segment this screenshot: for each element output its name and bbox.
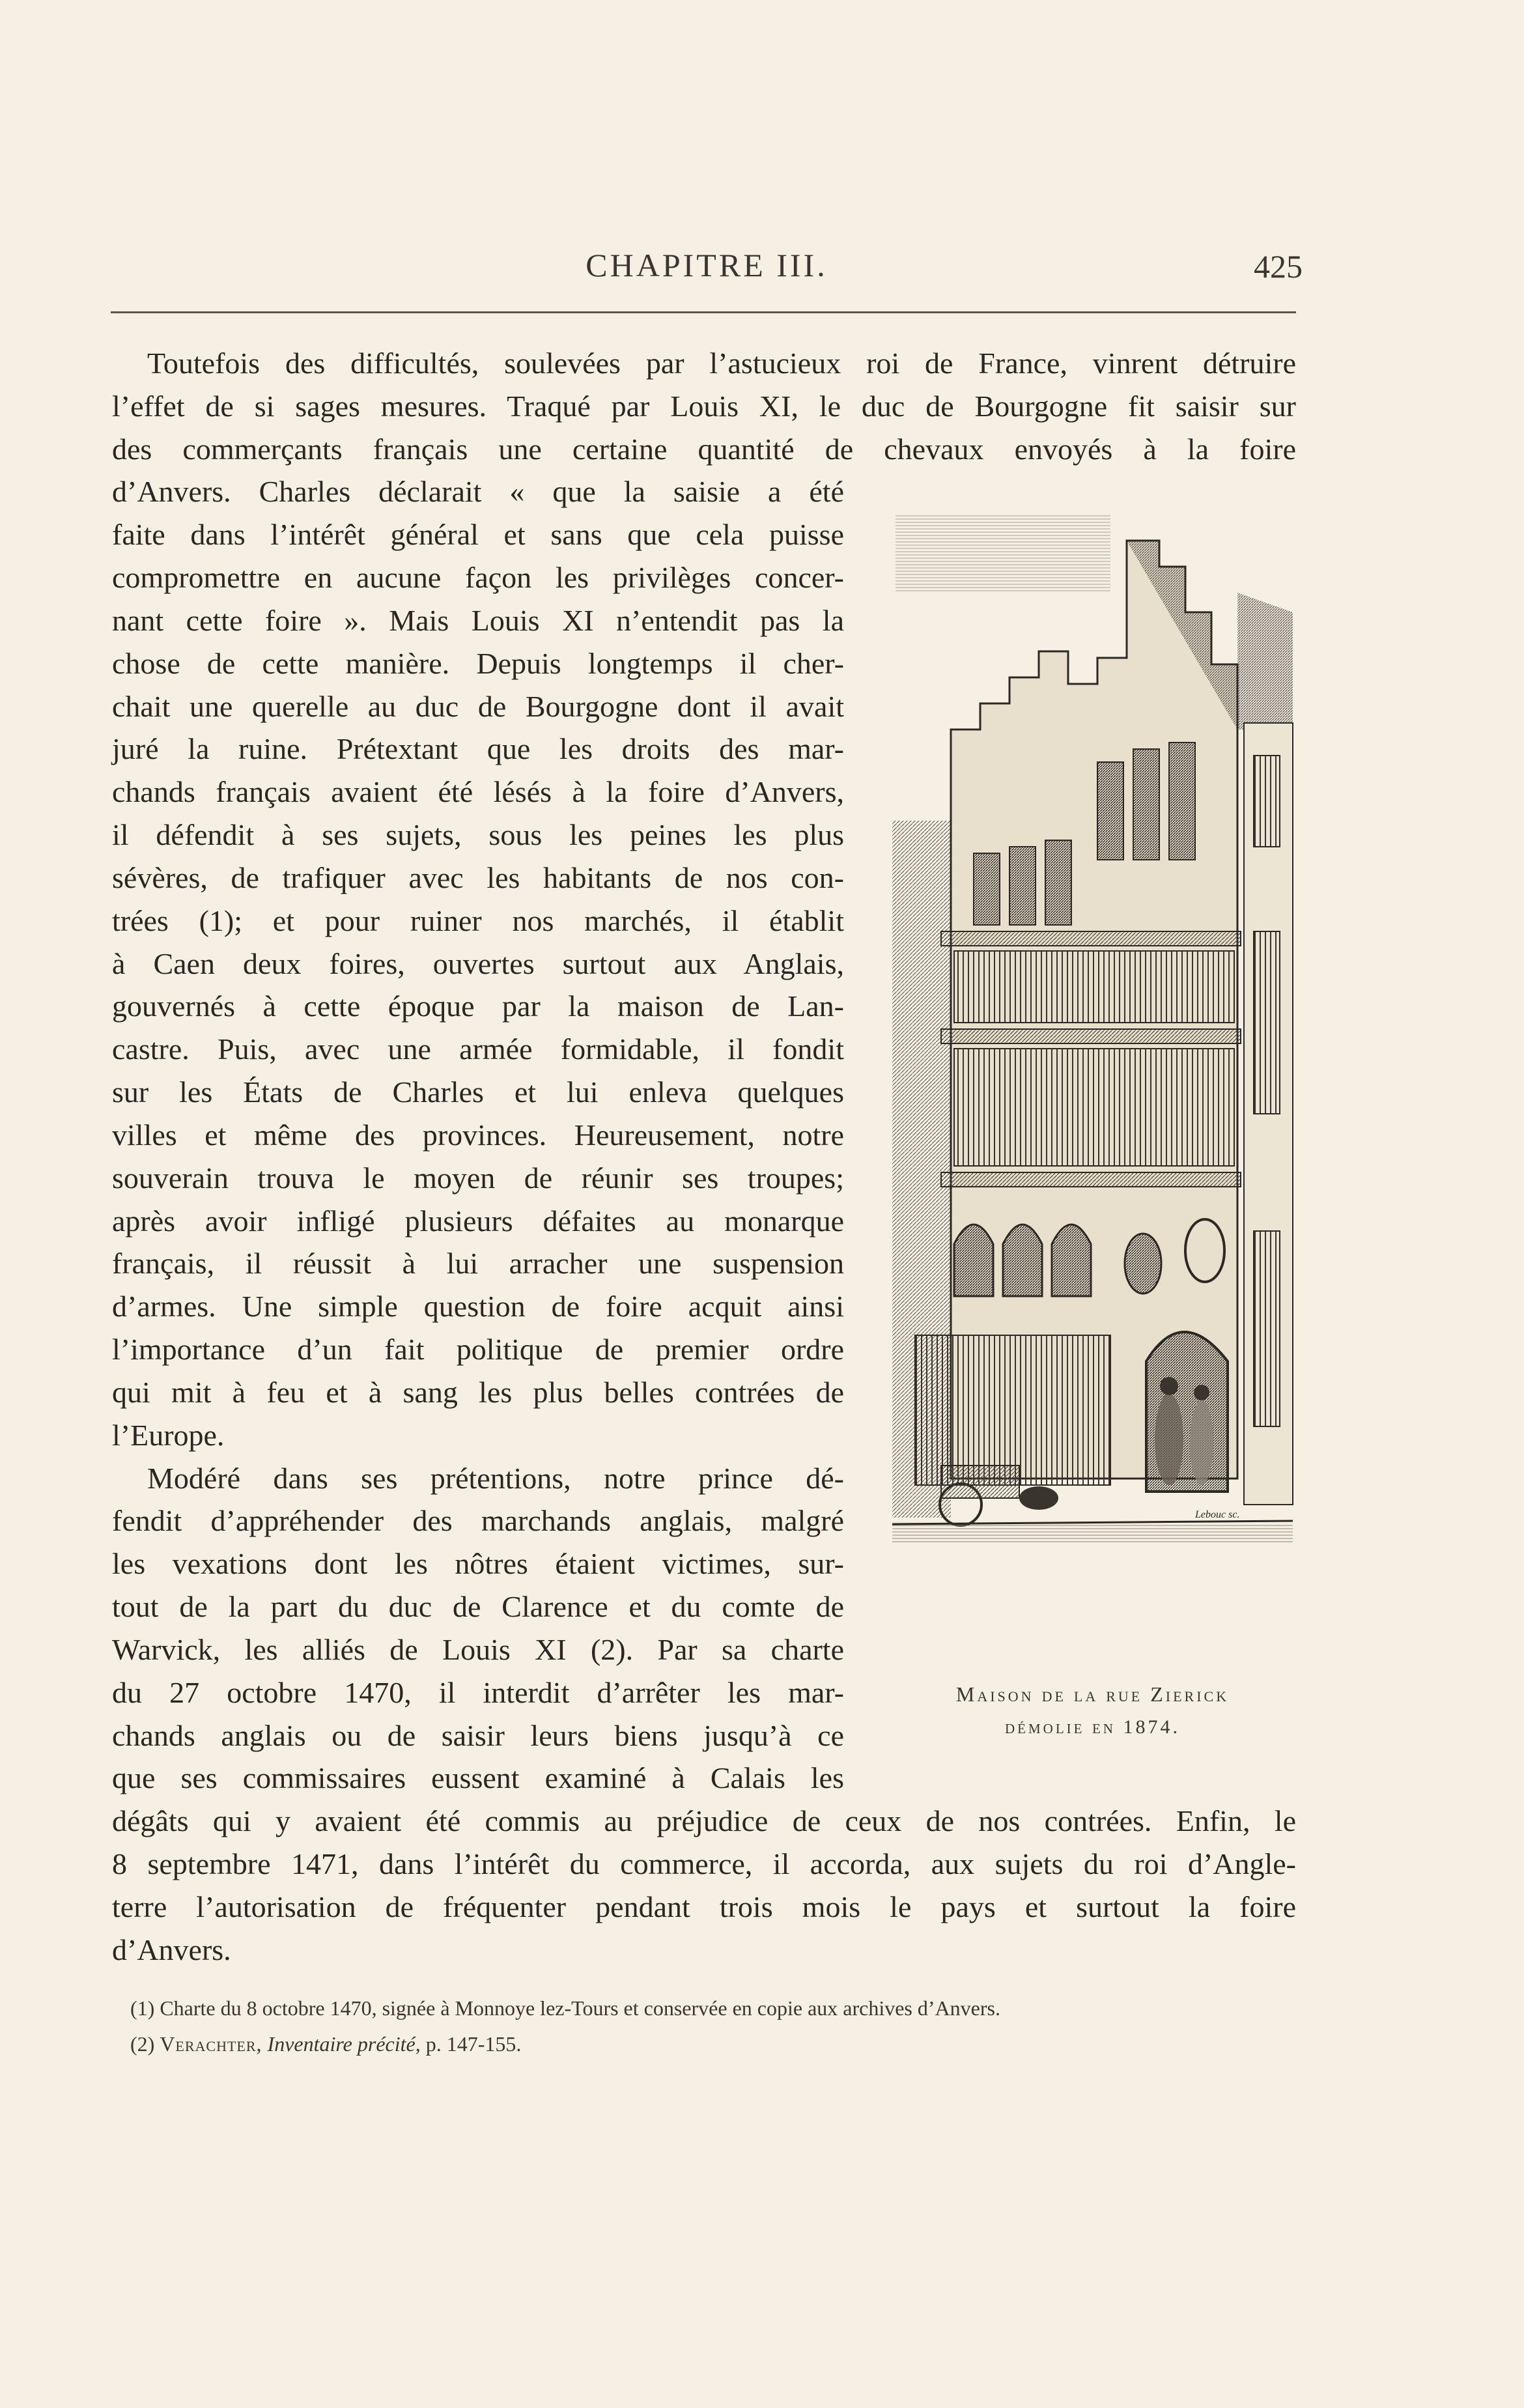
footnote-2-pages: p. 147-155. bbox=[425, 2032, 522, 2056]
text-line: trées (1); et pour ruiner nos marchés, il établit bbox=[112, 904, 844, 937]
header-rule bbox=[111, 311, 1296, 313]
text-line: d’Anvers. bbox=[112, 1933, 231, 1966]
text-line: les vexations dont les nôtres étaient victimes, sur- bbox=[112, 1547, 844, 1580]
text-line: terre l’autorisation de fréquenter pendant trois mois le pays et surtout la foire bbox=[112, 1890, 1296, 1923]
text-line: souverain trouva le moyen de réunir ses troupes; bbox=[112, 1161, 844, 1195]
text-line: faite dans l’intérêt général et sans que cela puisse bbox=[112, 518, 844, 551]
page-number: 425 bbox=[1254, 248, 1303, 285]
text-line: chait une querelle au duc de Bourgogne dont il avait bbox=[112, 690, 844, 723]
text-line: sévères, de trafiquer avec les habitants de nos con- bbox=[112, 861, 844, 894]
text-line: d’armes. Une simple question de foire acquit ainsi bbox=[112, 1290, 844, 1323]
text-line: tout de la part du duc de Clarence et du comte de bbox=[112, 1590, 844, 1623]
engraving-illustration bbox=[889, 515, 1296, 1667]
text-line: des commerçants français une certaine quantité de chevaux envoyés à la foire bbox=[112, 432, 1296, 466]
text-line: nant cette foire ». Mais Louis XI n’entendit pas la bbox=[112, 604, 844, 637]
text-line: à Caen deux foires, ouvertes surtout aux Anglais, bbox=[112, 947, 844, 980]
figure-caption-line-2: démolie en 1874. bbox=[1005, 1716, 1180, 1738]
footnote-2-number: (2) bbox=[130, 2032, 155, 2056]
text-line: Warvick, les alliés de Louis XI (2). Par sa charte bbox=[112, 1633, 844, 1666]
text-line: l’importance d’un fait politique de premier ordre bbox=[112, 1333, 844, 1366]
text-line: villes et même des provinces. Heureusement, notre bbox=[112, 1118, 844, 1152]
chapter-title: CHAPITRE III. bbox=[586, 247, 828, 283]
text-line: fendit d’appréhender des marchands anglais, malgré bbox=[112, 1504, 844, 1537]
text-line: chands français avaient été lésés à la foire d’Anvers, bbox=[112, 775, 844, 808]
text-line: qui mit à feu et à sang les plus belles contrées de bbox=[112, 1376, 844, 1409]
running-head bbox=[111, 246, 1303, 298]
text-line: castre. Puis, avec une armée formidable, il fondit bbox=[112, 1032, 844, 1066]
engraver-signature: Lebouc sc. bbox=[1195, 1509, 1240, 1520]
text-line: après avoir infligé plusieurs défaites au monarque bbox=[112, 1204, 844, 1238]
text-line: chose de cette manière. Depuis longtemps il cher- bbox=[112, 647, 844, 680]
text-line: gouvernés à cette époque par la maison de Lan- bbox=[112, 989, 844, 1023]
text-line: français, il réussit à lui arracher une suspension bbox=[112, 1247, 844, 1280]
text-line: chands anglais ou de saisir leurs biens jusqu’à ce bbox=[112, 1719, 844, 1752]
text-line: l’Europe. bbox=[112, 1419, 225, 1452]
text-line: il défendit à ses sujets, sous les peines les plus bbox=[112, 818, 844, 851]
text-line: d’Anvers. Charles déclarait « que la saisie a été bbox=[112, 475, 844, 508]
house-engraving bbox=[889, 515, 1296, 1667]
text-line: Toutefois des difficultés, soulevées par l’astucieux roi de France, vinrent détruire bbox=[147, 347, 1296, 380]
text-line: l’effet de si sages mesures. Traqué par Louis XI, le duc de Bourgogne fit saisir sur bbox=[112, 390, 1296, 423]
footnote-2-title: Inventaire précité, bbox=[267, 2032, 421, 2056]
text-line: sur les États de Charles et lui enleva quelques bbox=[112, 1075, 844, 1109]
text-line: Modéré dans ses prétentions, notre prince dé- bbox=[147, 1462, 844, 1495]
footnote-2 bbox=[130, 2032, 521, 2056]
text-line: dégâts qui y avaient été commis au préjudice de ceux de nos contrées. Enfin, le bbox=[112, 1804, 1296, 1837]
footnote-2-author: Verachter, bbox=[160, 2032, 262, 2056]
footnote-1: (1) Charte du 8 octobre 1470, signée à Monnoye lez-Tours et conservée en copie aux archives d’Anvers. bbox=[130, 1996, 1000, 2020]
figure-caption-line-1: Maison de la rue Zierick bbox=[955, 1682, 1230, 1706]
text-line: 8 septembre 1471, dans l’intérêt du commerce, il accorda, aux sujets du roi d’Angle- bbox=[112, 1847, 1296, 1880]
text-line: que ses commissaires eussent examiné à Calais les bbox=[112, 1761, 844, 1794]
text-line: compromettre en aucune façon les privilèges concer- bbox=[112, 561, 844, 594]
text-line: du 27 octobre 1470, il interdit d’arrêter les mar- bbox=[112, 1676, 844, 1709]
text-line: juré la ruine. Prétextant que les droits des mar- bbox=[112, 732, 844, 765]
